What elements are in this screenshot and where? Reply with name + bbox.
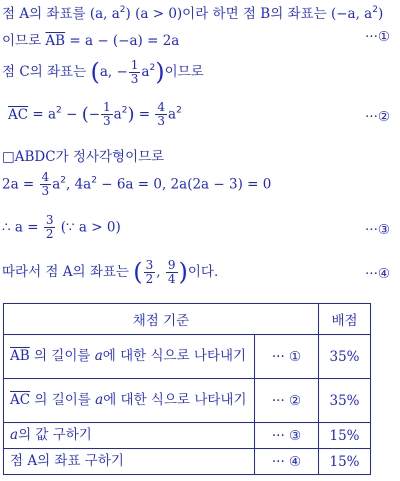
denominator: 3	[130, 71, 139, 86]
exponent: 2	[91, 175, 97, 186]
fraction	[144, 259, 156, 286]
denominator: 2	[145, 271, 154, 286]
fraction	[166, 259, 178, 286]
text: 이므로	[164, 64, 204, 80]
numerator: 1	[103, 100, 111, 114]
square-name: ABDC	[14, 149, 56, 165]
math: − 6a = 0, 2a(2a − 3) = 0	[96, 176, 272, 193]
exponent: 2	[60, 175, 66, 186]
math: a	[52, 176, 61, 193]
paren: (	[90, 58, 100, 86]
text: 의 길이를	[33, 348, 95, 364]
paren: )	[155, 58, 165, 86]
math: −	[61, 106, 82, 123]
points-cell: 35%	[319, 335, 371, 379]
paren: )	[127, 104, 135, 125]
exponent: 2	[119, 5, 126, 15]
solution-line-5	[2, 145, 396, 165]
segment-ab: $\overline{AB}$	[45, 33, 66, 49]
paren: )	[178, 258, 188, 286]
math: (a > 0)	[130, 6, 183, 22]
exponent: 2	[121, 105, 128, 116]
math: −	[88, 106, 101, 123]
point-label: A	[62, 264, 73, 280]
criteria-cell	[4, 423, 255, 449]
math: 2a =	[2, 176, 39, 193]
math: (∵ a > 0)	[56, 219, 121, 236]
solution-line-7	[2, 214, 396, 241]
exponent: 2	[176, 105, 182, 116]
text: 의 좌표 구하기	[37, 453, 124, 469]
math: a, −	[99, 64, 128, 80]
criteria-header: 채점 기준	[4, 304, 319, 335]
text: 이라 하면 점	[182, 6, 261, 22]
fraction	[155, 101, 167, 128]
math: (−a, a	[330, 6, 373, 22]
numerator: 4	[41, 170, 50, 184]
segment-ab: $\overline{AB}$	[10, 348, 30, 364]
math: , 4a	[65, 176, 92, 193]
denominator: 2	[45, 227, 54, 241]
numerator: 9	[167, 257, 176, 272]
step-ref-cell: ··· ③	[255, 423, 319, 449]
text: 의 값 구하기	[18, 427, 92, 443]
grading-rubric-table	[3, 303, 371, 475]
fraction	[44, 214, 56, 241]
math: )	[377, 6, 384, 22]
segment-ac: $\overline{AC}$	[8, 106, 29, 123]
exponent: 2	[56, 105, 62, 116]
step-ref-cell: ··· ④	[255, 449, 319, 475]
math: a	[113, 106, 122, 123]
step-tag-2: ···②	[365, 109, 390, 125]
step-tag-1: ···①	[365, 29, 390, 45]
denominator: 3	[41, 184, 50, 198]
fraction	[101, 101, 113, 128]
paren: (	[133, 258, 143, 286]
text: 이다.	[187, 264, 219, 280]
math: a	[141, 64, 150, 80]
step-tag-3: ···③	[365, 222, 390, 238]
table-header-row	[4, 304, 371, 335]
table-row	[4, 335, 371, 379]
points-cell: 15%	[319, 449, 371, 475]
fraction	[129, 59, 141, 86]
text: 의 좌표는	[29, 64, 91, 80]
table-row	[4, 423, 371, 449]
text: 의 좌표는	[72, 264, 134, 280]
text: 점	[2, 6, 20, 22]
denominator: 3	[103, 114, 111, 128]
text: 의 좌표는	[270, 6, 331, 22]
solution-line-6	[2, 171, 396, 198]
step-tag-4: ···④	[365, 266, 390, 282]
criteria-cell	[4, 379, 255, 423]
text: 에 대한 식으로 나타내기	[102, 348, 247, 364]
math: a	[95, 392, 104, 408]
text: 점	[10, 453, 28, 469]
text: 점	[2, 64, 20, 80]
solution-line-8	[2, 258, 396, 286]
point-label: A	[19, 6, 30, 22]
text: 이므로	[2, 33, 46, 49]
step-ref-cell: ··· ①	[255, 335, 319, 379]
math: a	[168, 106, 177, 123]
table-row	[4, 379, 371, 423]
criteria-cell	[4, 335, 255, 379]
points-cell: 35%	[319, 379, 371, 423]
math: )	[125, 6, 131, 22]
text: 에 대한 식으로 나타내기	[103, 392, 247, 408]
criteria-cell	[4, 449, 255, 475]
segment-ac: $\overline{AC}$	[10, 392, 31, 408]
numerator: 4	[157, 100, 166, 114]
exponent: 2	[149, 63, 156, 73]
point-label: C	[19, 64, 30, 80]
point-label: B	[260, 6, 271, 22]
points-header: 배점	[319, 304, 371, 335]
denominator: 3	[157, 114, 166, 128]
math: = a − (−a) = 2a	[65, 33, 180, 49]
math: = a	[28, 106, 57, 123]
math: =	[134, 106, 155, 123]
solution-line-4	[2, 101, 396, 128]
text: 의 길이를	[34, 392, 96, 408]
math: ,	[156, 264, 165, 280]
exponent: 2	[372, 5, 378, 15]
solution-line-1	[2, 2, 396, 22]
numerator: 1	[130, 57, 139, 72]
text: 의 좌표를	[29, 6, 90, 22]
numerator: 3	[45, 213, 54, 227]
math: a	[94, 348, 103, 364]
math: (a, a	[89, 6, 120, 22]
therefore-symbol: ∴	[2, 219, 15, 236]
paren: (	[81, 104, 89, 125]
denominator: 4	[167, 271, 176, 286]
solution-line-2	[2, 29, 396, 49]
point-label: A	[27, 453, 38, 469]
solution-line-3	[2, 58, 396, 86]
fraction	[40, 171, 52, 198]
square-symbol: □	[2, 149, 15, 165]
text: 따라서 점	[2, 264, 63, 280]
math: a	[10, 427, 19, 443]
step-ref-cell: ··· ②	[255, 379, 319, 423]
numerator: 3	[145, 257, 154, 272]
points-cell: 15%	[319, 423, 371, 449]
text: 가 정사각형이므로	[55, 149, 165, 165]
table-row	[4, 449, 371, 475]
math: a =	[14, 219, 43, 236]
